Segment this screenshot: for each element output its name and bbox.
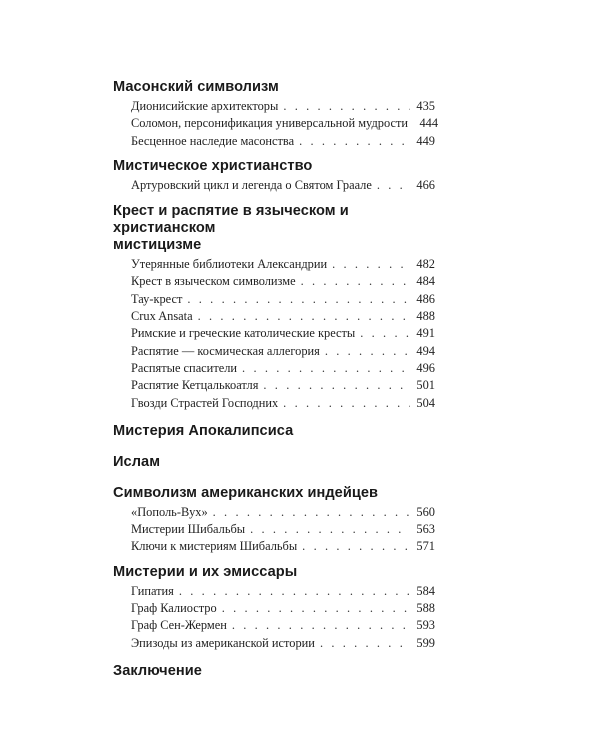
dot-leader	[187, 291, 410, 308]
page-number: 488	[416, 309, 435, 324]
dot-leader	[222, 600, 410, 617]
entry-label: Артуровский цикл и легенда о Святом Граале	[131, 177, 372, 192]
entry-list	[113, 583, 435, 652]
toc-entry[interactable]	[131, 343, 435, 360]
entry-label: Распятие — космическая аллегория	[131, 343, 320, 358]
toc-entry[interactable]	[131, 395, 435, 412]
entry-list	[113, 177, 435, 194]
page-number: 563	[416, 522, 435, 537]
toc-entry[interactable]	[131, 635, 435, 652]
toc-entry[interactable]	[131, 325, 435, 342]
page-number: 466	[416, 177, 435, 192]
entry-label: «Пополь-Вух»	[131, 504, 208, 519]
toc-section	[113, 158, 435, 194]
entry-label: Граф Сен-Жермен	[131, 618, 227, 633]
entry-label: Соломон, персонификация универсальной мудрости	[131, 116, 409, 131]
dot-leader	[377, 177, 410, 194]
table-of-contents	[113, 79, 439, 680]
section-title[interactable]: Мистерия Апокалипсиса	[113, 422, 294, 439]
toc-entry[interactable]	[131, 617, 435, 634]
dot-leader	[332, 256, 410, 273]
entry-label: Граф Калиостро	[131, 601, 217, 616]
entry-label: Бесценное наследие масонства	[131, 133, 295, 148]
section-title-line: мистицизме	[113, 237, 202, 254]
dot-leader	[179, 583, 410, 600]
toc-entry[interactable]	[131, 256, 435, 273]
page-number: 599	[416, 635, 435, 650]
entry-label: Римские и греческие католические кресты	[131, 326, 356, 341]
section-title[interactable]: Мистерии и их эмиссары	[113, 563, 298, 580]
dot-leader	[325, 343, 410, 360]
dot-leader	[301, 273, 410, 290]
toc-entry[interactable]	[131, 521, 435, 538]
entry-label: Гвозди Страстей Господних	[131, 395, 279, 410]
section-title[interactable]: Масонский символизм	[113, 79, 279, 95]
page-number: 593	[416, 618, 435, 633]
dot-leader	[283, 395, 410, 412]
entry-label: Дионисийские архитекторы	[131, 99, 279, 113]
toc-entry[interactable]	[131, 504, 435, 521]
section-title[interactable]: Мистическое христианство	[113, 157, 313, 174]
entry-label: Утерянные библиотеки Александрии	[131, 257, 328, 272]
page-number: 501	[416, 378, 435, 393]
page-number: 486	[416, 291, 435, 306]
section-title-line: Крест и распятие в языческом и христианском	[113, 203, 349, 237]
dot-leader	[250, 521, 410, 538]
toc-section	[113, 485, 435, 556]
page-number: 482	[416, 257, 435, 272]
page-number: 588	[416, 601, 435, 616]
dot-leader	[283, 98, 410, 115]
dot-leader	[263, 377, 410, 394]
toc-entry[interactable]	[131, 360, 435, 377]
dot-leader	[360, 325, 410, 342]
dot-leader	[242, 360, 410, 377]
dot-leader	[232, 617, 410, 634]
toc-section	[113, 423, 435, 440]
toc-section	[113, 564, 435, 652]
page-number: 484	[416, 274, 435, 289]
section-title[interactable]: Ислам	[113, 453, 161, 470]
toc-section	[113, 79, 439, 150]
page-number: 584	[416, 583, 435, 598]
toc-entry[interactable]	[131, 291, 435, 308]
entry-list	[113, 98, 439, 150]
dot-leader	[320, 635, 410, 652]
toc-entry[interactable]	[131, 377, 435, 394]
section-title[interactable]	[113, 203, 435, 254]
toc-section	[113, 454, 435, 471]
entry-list	[113, 256, 435, 412]
entry-label: Крест в языческом символизме	[131, 274, 296, 289]
entry-label: Тау-крест	[131, 291, 183, 306]
toc-entry[interactable]	[131, 600, 435, 617]
entry-label: Crux Ansata	[131, 309, 193, 324]
page-number: 449	[416, 133, 435, 148]
toc-section	[113, 663, 435, 680]
toc-entry[interactable]	[131, 583, 435, 600]
page-number: 504	[416, 395, 435, 410]
entry-label: Распятие Кетцалькоатля	[131, 378, 259, 393]
section-title[interactable]: Заключение	[113, 662, 202, 679]
toc-entry[interactable]	[131, 273, 435, 290]
page-number: 435	[416, 99, 435, 113]
section-title[interactable]: Символизм американских индейцев	[113, 484, 379, 501]
toc-entry[interactable]	[131, 177, 435, 194]
entry-label: Гипатия	[131, 583, 174, 598]
entry-label: Распятые спасители	[131, 360, 238, 375]
entry-label: Ключи к мистериям Шибальбы	[131, 539, 298, 554]
toc-entry[interactable]	[131, 538, 435, 555]
dot-leader	[198, 308, 410, 325]
toc-entry[interactable]	[131, 98, 435, 115]
page-number: 560	[416, 504, 435, 519]
page-number: 444	[419, 116, 439, 131]
page-number: 496	[416, 360, 435, 375]
dot-leader	[299, 133, 410, 150]
entry-label: Мистерии Шибальбы	[131, 522, 246, 537]
toc-entry[interactable]	[131, 115, 439, 132]
page-number: 491	[416, 326, 435, 341]
toc-section	[113, 203, 435, 412]
toc-entry[interactable]	[131, 133, 435, 150]
entry-list	[113, 504, 435, 556]
page-number: 571	[416, 539, 435, 554]
toc-entry[interactable]	[131, 308, 435, 325]
dot-leader	[302, 538, 410, 555]
page-number: 494	[416, 343, 435, 358]
entry-label: Эпизоды из американской истории	[131, 635, 315, 650]
dot-leader	[213, 504, 410, 521]
